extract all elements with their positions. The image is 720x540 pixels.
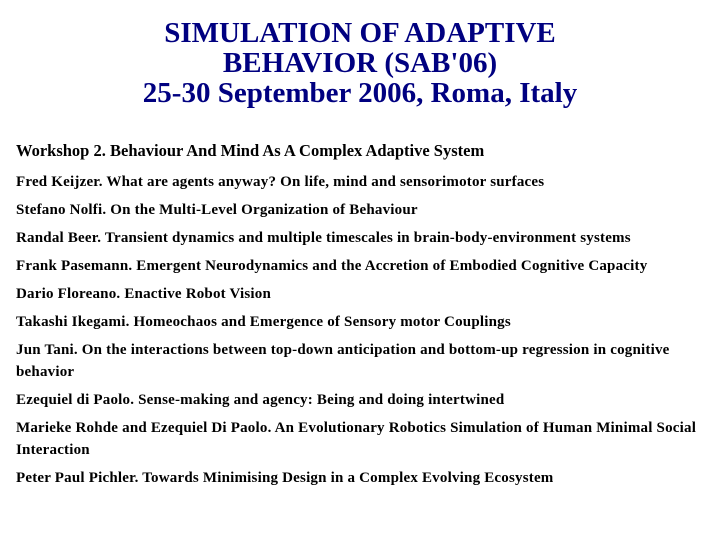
talk-item: Peter Paul Pichler. Towards Minimising Design in a Complex Evolving Ecosystem: [16, 470, 554, 486]
talk-list: [16, 171, 708, 495]
talk-item: Takashi Ikegami. Homeochaos and Emergence of Sensory motor Couplings: [16, 314, 511, 330]
talk-item: Ezequiel di Paolo. Sense-making and agency: Being and doing intertwined: [16, 392, 505, 408]
talk-item: Jun Tani. On the interactions between top-down anticipation and bottom-up regression in cognitive behavior: [16, 342, 670, 380]
title-line-2: BEHAVIOR (SAB'06): [222, 47, 498, 79]
talk-item: Marieke Rohde and Ezequiel Di Paolo. An Evolutionary Robotics Simulation of Human Minimal Social Interaction: [16, 420, 697, 458]
talk-item: Frank Pasemann. Emergent Neurodynamics and the Accretion of Embodied Cognitive Capacity: [16, 258, 648, 274]
talk-item: Randal Beer. Transient dynamics and multiple timescales in brain-body-environment systems: [16, 230, 631, 246]
talk-item: Fred Keijzer. What are agents anyway? On life, mind and sensorimotor surfaces: [16, 174, 545, 190]
talk-item: Dario Floreano. Enactive Robot Vision: [16, 286, 272, 302]
title-line-1: SIMULATION OF ADAPTIVE: [164, 17, 556, 49]
slide-title: [0, 18, 720, 108]
talk-item: Stefano Nolfi. On the Multi-Level Organization of Behaviour: [16, 202, 418, 218]
title-line-3: 25-30 September 2006, Roma, Italy: [142, 77, 578, 109]
workshop-heading: Workshop 2. Behaviour And Mind As A Complex Adaptive System: [16, 141, 485, 160]
